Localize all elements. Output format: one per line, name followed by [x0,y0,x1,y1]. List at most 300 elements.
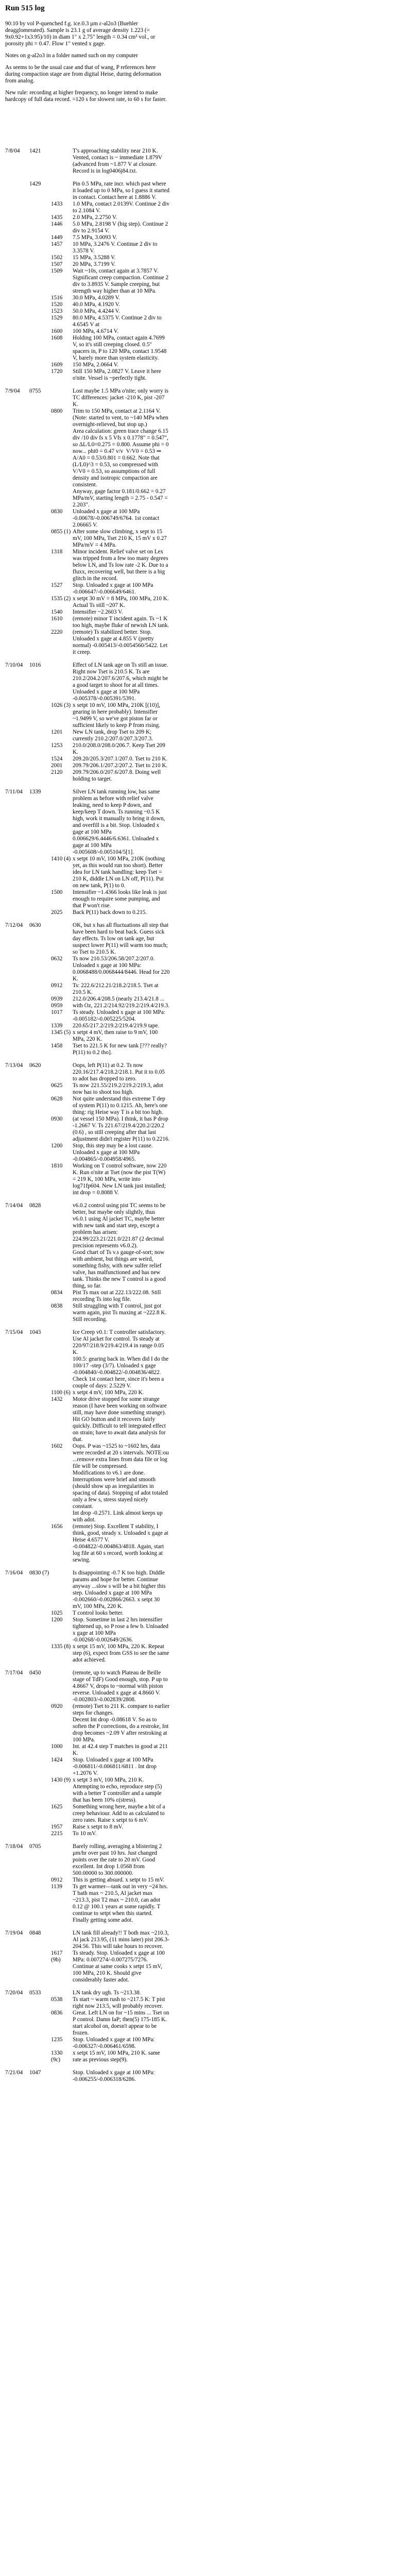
entry-date: 7/20/04 [5,1990,23,1996]
line-time: 0930 [51,1116,63,1122]
line-text: 209.20/205.3/207.1/207.0. Tset to 210 K. [73,756,168,762]
entry-date: 7/8/04 [5,148,20,154]
entry-line [51,1917,170,1924]
entry-date: 7/16/04 [5,1570,23,1576]
line-time [51,1717,73,1743]
entry-line [51,408,170,428]
entry-line [51,1290,170,1303]
line-time: 1139 [51,1884,62,1890]
line-text: 220.65/217.2/219.2/219.4/219.9 tape. [73,1023,160,1029]
line-time: 1200 [51,1617,63,1623]
entry-line [51,1777,170,1804]
line-time: 1330 (9c) [51,2050,63,2063]
line-text: Ts: 222.6/212.21/218.2/218.5. Tset at 210.5 K. [73,982,160,995]
line-text: Ts steady. Stop. Unloaded x gage at 100 MPa: 0.007274/-0.007275/7276. Continue at same cooks x setpt 15 mV, 100 MPa, 210 K. Should give considerably faster adot. [73,1950,166,1983]
entry-line [51,1163,170,1196]
line-text: (at vessel 150 MPa). I think, it has P drop -1.2667 V. Ts 221.67/219.4/220.2/220.2 (0.6) , so still creeping after that last adjustment didn't register P(11) to 0.2216. [73,1116,170,1142]
line-text: Effect of LN tank age on Ts still an issue. Right now Tset is 210.5 K. Ts are 210.2/204.2/207.6/207.6, which might be a good target to shoot for at all times. Unloaded x gage at 100 MPa -0.005378/-0.005391/5391. [73,662,170,702]
line-text: Ice Creep v0.1: T controller satisfactory. Use Al jacket for control. Ts steady at 220/97/218.9/219.4/219.4 in range 0.05 K. [73,1329,167,1355]
entry-time: 0848 [29,1930,41,1936]
line-text: LN tank fill already!! T both max ~210.3, Al jack 213.95, (11 mins later) pist 206.3-204.56. This will take hours to recover. [73,1930,170,1950]
entry-time: 0533 [29,1990,41,1996]
line-text: Ts now 221.55/219.2/219.2/219.3, adot now has to shoot too high. [73,1082,165,1095]
entry-line [51,428,170,488]
log-entry [5,1329,170,1564]
line-text: x setpt 4 mV, then raise to 9 mV, 100 MPa, 220 K. [73,1029,160,1042]
entry-date: 7/18/04 [5,1843,23,1850]
entry-line [51,1884,170,1917]
line-text: Intensifier ~2.2603 V. [73,609,123,615]
line-text: Modifications to v6.1 are done. Interruptions were brief and smooth (should show up as irregularities in spacing of data). Stopping of adot totaled only a few s, stress stayed nicely constant. [73,1470,169,1510]
entry-line [51,1143,170,1163]
line-text: x setpt 15 mV, 100 MPa, 220 K. Repeat step (6), expect from GSS to see the same adot achieved. [73,1643,171,1663]
line-time [51,1470,73,1510]
line-time [51,662,73,702]
line-time [51,488,73,509]
line-time: 1610 [51,616,63,622]
line-time: 1609 [51,362,63,368]
line-text: (remote) Ts stabilized better. Stop. Unloaded x gage at 4.855 V (pretty normal) -0.005413/-0.0054560/5422. Let it creep. [73,629,169,655]
entry-line [51,1804,170,1824]
line-text: Area calculation: green trace change 6.15 div /10 div fs x 5 Vfs x 0.1778" = 0.547", so ΔL/L0=0.275 = 0.800. Assume phi = 0 now... phi0 = 0.47 v/v V/V0 = 0.53 ⇒ A/A0 = 0.53/0.801 = 0.662. Note that (L/L0)^3 = 0.53, so compressed with V/V0 = 0.53, so assumptions of full density and isotropic compaction are consistent. [73,428,170,488]
log-entry [5,789,170,916]
entry-line [51,662,170,702]
entry-line [51,1470,170,1510]
line-text: After some slow climbing, x sept to 15 mV, 100 MPa, Tset 210 K, 15 mV x 0.27 MPa/mV = 4 MPa. [73,529,168,548]
line-time: 1446 [51,221,63,227]
entry-line [51,702,170,729]
line-text: x setpt 10 mV, 100 MPa, 210K (nothing yet, as this would run too short). Better idea for LN tank handling: keep Tset = 210 K, diddle LN on LN off, P(11). Put on new tank, P(1) to 0. [73,856,166,889]
entry-line [51,1356,170,1389]
line-time: 1720 [51,368,63,375]
line-text: Working on T control software, now 220 K. Run o'nite at Tset (now the pist T(W) = 219 K, 100 MPa, write into log71fp604. New LN tank just installed; int drop = 0.8088 V. [73,1163,168,1196]
entry-line [51,201,170,214]
entry-line [51,368,170,382]
line-text: Stop. Unloaded x gage at 100 MPa: -0.006255/-0.006318/6286. [73,2070,157,2082]
entry-line [51,1843,170,1877]
entry-line [51,1643,170,1664]
line-time [51,388,73,408]
line-time: 1458 [51,1043,63,1049]
line-time [51,148,73,155]
entry-time: 1429 [29,181,41,187]
line-text: 10 MPa, 3.2476 V. Continue 2 div to 3.3578 V. [73,241,159,254]
entry-line [51,1523,170,1564]
line-text: Trim to 150 MPa, contact at 2.1164 V. (Note: started to vent, to ~140 MPa when overnight-relieved, but stop up.) [73,408,170,428]
line-text: This is getting absurd. x setpt to 15 mV. [73,1877,165,1883]
entry-date: 7/19/04 [5,1930,23,1936]
entry-line [51,488,170,509]
line-text: Ts get warmer—tank out in very ~24 hrs. T bath max ~ 210.5, Al jacket max ~213.3, pist T2 max ~ 210.0, can adot 0.12 @ 100.1 years at some rapidly. T continue to setpt when this started. [73,1884,169,1917]
line-text: Stop. Unloaded x gage at 100 MPa -0.006811/-0.006811/6811 . Int drop +1.2076 V. [73,1757,158,1776]
line-time [51,2070,73,2083]
entry-line [51,1003,170,1009]
line-text: Int. at 42.4 step T matches in good at 211 K. [73,1743,169,1756]
log-entry [5,1202,170,1323]
line-time: 1527 [51,582,63,588]
entry-line [51,789,170,856]
log-entry [5,2070,170,2083]
line-text: LN tank dry ugh. Ts ~213.38. [73,1990,141,1996]
line-text: Stop. Sometime in last 2 hrs intensifier tightened up, so P rose a few b. Unloaded x gage at 100 MPa -0.00268/-0.002649/2636. [73,1617,170,1643]
line-text: 50.0 MPa, 4.4244 V. [73,308,120,314]
line-time: 1100 (6) [51,1389,71,1396]
entry-line [51,181,170,201]
line-time: 2220 [51,629,63,635]
line-text: Raise x setpt to 8 mV. [73,1824,123,1830]
entry-line [51,1202,170,1249]
line-text: (remote) Stop. Excellent T stability, I think, good, steady x. Unloaded x gage at Heise 4.6577 V. -0.004822/-0.004863/4818. Again, start log file at 60 s record, worth looking at sewing. [73,1523,170,1563]
entry-text [51,1930,170,1984]
intro-paragraph: Notes on g-al2o3 in a folder named such on my computer [5,53,138,59]
line-text: Vented, contact is ~ immediate 1.879V (advanced from ~1.877 V at closure. Record is in log0406j84.txt. [73,155,164,174]
line-time [51,1670,73,1703]
line-time: 1026 (3) [51,702,71,708]
entry-line [51,889,170,909]
line-time: 1500 [51,889,63,895]
line-time: 1025 [51,1610,63,1616]
entry-text [51,2070,170,2083]
entry-line [51,1443,170,1470]
entry-text [51,1202,170,1323]
entry-line [51,956,170,982]
line-time: 0912 [51,1877,63,1883]
line-time: 1656 [51,1523,63,1530]
entry-line [51,362,170,368]
entry-line [51,762,170,769]
line-time [51,922,73,956]
line-time: 1345 (5) [51,1029,71,1036]
line-text: 7.5 MPa, 3.0093 V. [73,234,117,241]
line-text: Barely rolling, averaging a blistering 2 μm/hr over past 10 hrs. Just changed points over the rate to 20 mV. Good excellent. Int drop 1.0568 from 500.00000 to 300.000000. [73,1843,164,1876]
line-time: 0959 [51,1003,63,1009]
line-time: 1602 [51,1443,63,1449]
line-text: Pin 0.5 MPa, rate incr. which past where it loaded up to 0 MPa, so I guess it started in contact. Contact here at 1.8886 V. [73,181,171,200]
line-time [51,1249,73,1290]
entry-text [51,1670,170,1837]
line-time: 1600 [51,328,63,334]
line-time [51,181,73,201]
entry-line [51,328,170,335]
log-entry [5,1670,170,1837]
line-text: x setpt 15 mV, 100 MPa, 210 K. same rate as previous step(9). [73,2050,162,2063]
entry-line [51,1009,170,1023]
log-entry [5,1990,170,2063]
entry-line [51,241,170,255]
line-text: Anyway, gage factor 0.181/0.662 = 0.27 MPa/mV, starting length = 2.75 - 0.547 = 2.203". [73,488,169,508]
entry-line [51,1510,170,1523]
line-time: 1520 [51,301,63,308]
line-text: 212.0/206.4/208.5 (nearly 213.4/21.8 ... [73,996,165,1002]
entry-line [51,155,170,175]
line-text: Int drop -0.2571. Link almost keeps up with adot. [73,1510,164,1523]
entry-line [51,1043,170,1056]
log-entry [5,181,170,382]
line-time: 1507 [51,261,63,267]
entry-line [51,335,170,362]
entry-line [51,1996,170,2010]
entry-line [51,315,170,328]
log-entry [5,922,170,1056]
line-text: Ts now 210.53/206.58/207.2/207.0. Unloaded x gage at 100 MPa: 0.0068488/0.0068444/8446. Head for 220 K. [73,956,171,982]
entry-line [51,2037,170,2050]
line-time: 1625 [51,1804,63,1810]
line-text: Motor drive stopped for some strange reason (I have been working on software still, may have done something strange). Hit GO button and it recovers fairly quickly. Difficult to tell integrated effect on strain; have to await data analysis for that. [73,1396,168,1443]
line-text: (remote) minor T incident again. Ts ~1 K too high, maybe fluke of newish LN tank. [73,616,169,629]
line-text: Great. Left LN on for ~15 mins ... Tset on P control. Damn IaP; then(5) 175-185 K. start alcohol on, doesn't appear to be frozen. [73,2010,171,2036]
line-text: x setpt 4 mV, 100 MPa, 220 K. [73,1389,144,1396]
line-time [51,1202,73,1249]
entry-text [51,922,170,1056]
entry-line [51,1096,170,1116]
line-text: 209.79/206.0/207.6/207.8. Doing well holding to target. [73,769,163,782]
entry-line [51,301,170,308]
line-text: Holding 100 MPa, contact again 4.7699 V, so it's still creeping closed. 0.5" spacers in, P to 120 MPa, contact 1.9548 V, barely more than system elasticity. [73,335,168,361]
line-time: 1535 (2) [51,596,71,602]
line-text: Minor incident. Relief valve set on Lex was tripped from a few too many degrees below LN, and Ts low rate -2 K. Due to a fluxx, recovering well, but there is a big glitch in the record. [73,549,170,582]
intro-paragraph: New rule: recording at higher frequency, no longer intend to make hardcopy of full data record. =120 s for slowest rate, to 60 s for faster. [5,90,167,103]
line-text: x setpt 3 mV, 100 MPa, 210 K. Attempting to echo, reproduce step (5) with a better T controller and a sample that has been 10% ε(stress). [73,1777,164,1803]
entry-text [51,181,170,382]
line-time [51,1570,73,1610]
line-text: x setpt 30 mV = 8 MPa, 100 MPa, 210 K. Actual Ts still ~207 K. [73,596,170,608]
log-entry [5,662,170,783]
entry-text [51,1570,170,1664]
entry-date: 7/17/04 [5,1670,23,1676]
entry-text [51,789,170,916]
entry-line [51,2050,170,2063]
entry-line [51,214,170,221]
intro-paragraph: 90:10 by vol P-quenched f.g. ice.0.3 μm ε-al2o3 (Buehler deagglomerated). Sample is 23.1 g of average density 1.223 (= 9x0.92+1x3.95)/10) in diam 1" x 2.75" length = 0.34 cm³ vol., or porosity phi = 0.47. Flow 1" vented x gage. [5,21,156,47]
entry-line [51,1029,170,1043]
entry-line [51,529,170,549]
entry-line [51,1062,170,1082]
line-text: 2.0 MPa, 2.2750 V. [73,214,117,221]
entry-line [51,756,170,762]
line-time: 0939 [51,996,63,1002]
line-text: with Oz, 221.2/214.92/219.2/219.4/219.3. [73,1003,170,1009]
entry-line [51,609,170,616]
line-text: Something wrong here, maybe a bit of a creep behaviour. Add to as calculated to zero rates. Raise x setpt to 6 mV. [73,1804,167,1823]
line-time: 1524 [51,756,63,762]
entry-line [51,2010,170,2037]
line-time: 2001 [51,762,63,769]
line-text: (remote, up to watch Plateau de Beille stage of TdF) Good enough, stop. P up to 4.8667 V, drops to ~normal with piston reverse. Unloaded x gage at 4.8660 V. -0.002803/-0.002839/2808. [73,1670,169,1703]
line-text: Oops, left P(11) at 0.2. Ts now 220.16/217.4/218.2/218.1. Put it to 0.05 to adot has dropped to zero. [73,1062,166,1082]
entry-date: 7/11/04 [5,789,23,795]
entry-line [51,255,170,261]
entry-line [51,1824,170,1831]
line-time: 1235 [51,2037,63,2043]
line-text: Intensifier ~1.4366 looks like leak is just enough to require some pumping, and that P won't rise. [73,889,168,909]
line-text: Finally getting some adot. [73,1917,133,1923]
line-time: 0834 [51,1290,63,1296]
entry-line [51,2070,170,2083]
line-text: Stop, this step may be a lost cause. Unloaded x gage at 100 MPa -0.004865/-0.004958/4965. [73,1143,154,1162]
line-time: 0830 [51,509,63,515]
line-time [51,1917,73,1924]
entry-line [51,1249,170,1290]
entry-text [51,662,170,783]
entry-time: 1047 [29,2070,41,2076]
line-text: (remote) Tset to 211 K. compare to earlier steps for changes. [73,1703,171,1716]
line-time: 1810 [51,1163,63,1169]
line-text: 209.79/206.1/207.2/207.2. Tset to 210 K. [73,762,168,769]
line-time: 1339 [51,1023,63,1029]
line-text: Decent Int drop -0.08618 V. So as to soften the P corrections, do a restroke, Int drop becomes ~2.09 V after restroking at 100 MPa. [73,1717,170,1743]
line-time: 1318 [51,549,63,555]
line-time [51,789,73,856]
entry-time: 0830 (7) [29,1570,49,1576]
line-text: 80.0 MPa, 4.5375 V. Continue 2 div to 4.6545 V at [73,315,163,328]
log-entries [5,142,170,2083]
line-text: New LN tank, drop Tset to 209 K; currently 210.2/207.0/207.3/207.3. [73,729,153,742]
log-entry [5,1062,170,1196]
line-text: OK, but x has all fluctuations all step that have been hard to beat back. Guess sick day effects. Ts low on tank age, but suspect lower P(11) will warm too much; so Tset to 210.5 K. [73,922,170,955]
entry-line [51,388,170,408]
line-text: 15 MPa, 3.5288 V. [73,255,116,261]
entry-date [5,181,29,382]
line-text: 30.0 MPa, 4.0289 V. [73,295,120,301]
line-text: 100 MPa, 4.6714 V. [73,328,119,334]
entry-time: 0620 [29,1062,41,1069]
entry-line [51,1329,170,1356]
entry-line [51,221,170,234]
entry-time: 1421 [29,148,41,154]
line-time: 1435 [51,214,63,221]
line-text: Wait ~10s, contact again at 3.7857 V. Significant creep compaction. Continue 2 div to 3.8935 V. Sample creeping, but strength way higher than at 10 MPa. [73,268,170,294]
line-time [51,1843,73,1877]
line-text: Ts start ~ warm rush to ~217.5 K: T pist right now 213.5, will probably recover. [73,1996,167,2009]
entry-date: 7/21/04 [5,2070,23,2076]
entry-line [51,729,170,742]
line-time [51,1510,73,1523]
line-text: To 10 mV. [73,1831,97,1837]
line-text: 150 MPa, 2.0664 V. [73,362,119,368]
line-time: 1502 [51,255,63,261]
entry-line [51,308,170,315]
entry-line [51,1303,170,1323]
line-text: Back P(11) back down to 0.215. [73,909,147,916]
line-text: Still 150 MPa, 2.0827 V. Leave it here o'nite. Vessel is ~perfectly tight. [73,368,163,381]
line-text: 20 MPa, 3.7199 V. [73,261,116,267]
line-time [51,1930,73,1950]
line-text: Still struggling with T control, just got warm again, pist Ts maxing at ~222.8 K. Still recording. [73,1303,168,1323]
line-text: 1.0 MPa, contact 2.0139V. Continue 2 div to 2.1084 V. [73,201,171,214]
line-text: Not quite understand this extreme T dep of system P(11) to 0.1215. Ah, here's one thing: rig Heise way T is a bit too high. [73,1096,169,1115]
entry-line [51,261,170,268]
line-time: 0836 [51,2010,63,2016]
line-text: Stop. Unloaded x gage at 100 MPa: -0.006327/-0.006461/6598. [73,2037,157,2049]
entry-text [51,148,170,175]
entry-line [51,1717,170,1743]
entry-time: 1016 [29,662,41,668]
line-text: 100.5: gearing back in. When did I do the 100/17 -step (3/7). Unloaded x gage -0.004840/-0.004822/-0.004836/4822. Check 1st contact here, since it's been a couple of days: 2.5229 V. [73,1356,170,1389]
entry-text [51,388,170,656]
line-text: 210.0/208.0/208.0/206.7. Keep Tset 209 K. [73,742,167,755]
line-time: 0800 [51,408,63,414]
entry-time: 1339 [29,789,41,795]
entry-date: 7/9/04 [5,388,20,394]
entry-line [51,1617,170,1643]
entry-line [51,616,170,629]
line-time [51,155,73,175]
line-time [51,1062,73,1082]
line-time: 1335 (8) [51,1643,71,1650]
entry-line [51,1990,170,1996]
entry-line [51,596,170,609]
line-time: 2120 [51,769,63,775]
line-time: 1957 [51,1824,63,1830]
entry-line [51,1831,170,1837]
line-time: 0920 [51,1703,63,1709]
line-time: 0912 [51,982,63,989]
entry-line [51,1389,170,1396]
line-text: Lost maybe 1.5 MPa o'nite; only worry is TC differences: jacket -210 K, pist -207 K. [73,388,170,408]
entry-time: 0630 [29,922,41,928]
line-text: 40.0 MPa, 4.1920 V. [73,301,120,308]
entry-line [51,1116,170,1143]
entry-line [51,856,170,889]
line-text: Stop. Unloaded x gage at 100 MPa -0.006647/-0.006649/6461. [73,582,155,595]
line-time [51,428,73,488]
line-time: 1433 [51,201,63,207]
line-text: 5.0 MPa, 2.8198 V (big step). Continue 2 div to 2.9154 V. [73,221,169,234]
entry-line [51,234,170,241]
line-time: 0625 [51,1082,63,1089]
line-time: 1410 (4) [51,856,71,862]
entry-line [51,629,170,656]
entry-time: 1043 [29,1329,41,1335]
entry-line [51,922,170,956]
entry-line [51,909,170,916]
entry-line [51,549,170,582]
line-time: 1449 [51,234,63,241]
line-text: x setpt 10 mV, 100 MPa, 210K [(10)], gearing in here probably). Intensifier ~1.9499 V, so we've got piston far or sufficient likely to keep P from rising. [73,702,162,728]
line-time: 2025 [51,909,63,916]
entry-line [51,582,170,596]
line-time: 1253 [51,742,63,749]
line-time: 0855 (1) [51,529,71,535]
line-time: 1201 [51,729,63,735]
line-time: 1523 [51,308,63,314]
entry-text [51,1843,170,1924]
entry-line [51,1670,170,1703]
line-time: 0538 [51,1996,63,2003]
line-text: Silver LN tank running low, has same problem as before with relief valve leaking, need to keep P down, and keep/keep T down. Ts running ~0.5 K high, work it manually to bring it down, and overfill is a bit. Stop. Unloaded x gage at 100 MPa 0.006629/6.4446/6.6361. Unloaded x gage at 100 MPa -0.005608/-0.005104/5[1]. [73,789,167,855]
line-time: 1424 [51,1757,63,1763]
entry-date: 7/14/04 [5,1202,23,1209]
entry-line [51,1877,170,1884]
entry-line [51,295,170,301]
intro-paragraph: As seems to be the usual case and that of wang, P references here during compaction stage are from digital Heise, during deformation from analog. [5,64,161,84]
entry-line [51,1757,170,1777]
entry-time: 0828 [29,1202,41,1209]
entry-line [51,742,170,756]
log-entry [5,1930,170,1984]
line-text: v6.0.2 control using pist TC seems to be better, but maybe only slightly, thus v6.0.1 using Al jacket TC, maybe better with new tank and start step, except a problem has arisen: 224.99/223.21/221.0/221.87 (2 decimal precision represents v6.0.2). [73,1202,167,1249]
line-time: 0838 [51,1303,63,1309]
page-title: Run 515 log [5,4,45,12]
line-text: Tset to 221.5 K for new tank [??? really? P(11) to 0.2 tho]. [73,1043,168,1056]
entry-line [51,1743,170,1757]
line-text: Ts steady. Unloaded x gage at 100 MPa: -0.005182/-0.005225/5204. [73,1009,167,1022]
log-entry [5,1843,170,1924]
line-text: Oops. P was ~1525 to ~1602 hrs, data were recorded at 20 s intervals. NOTE:ou ...remove extra lines from data file or log file will be compressed. [73,1443,170,1469]
line-time [51,1329,73,1356]
line-time [51,1356,73,1389]
entry-line [51,509,170,529]
